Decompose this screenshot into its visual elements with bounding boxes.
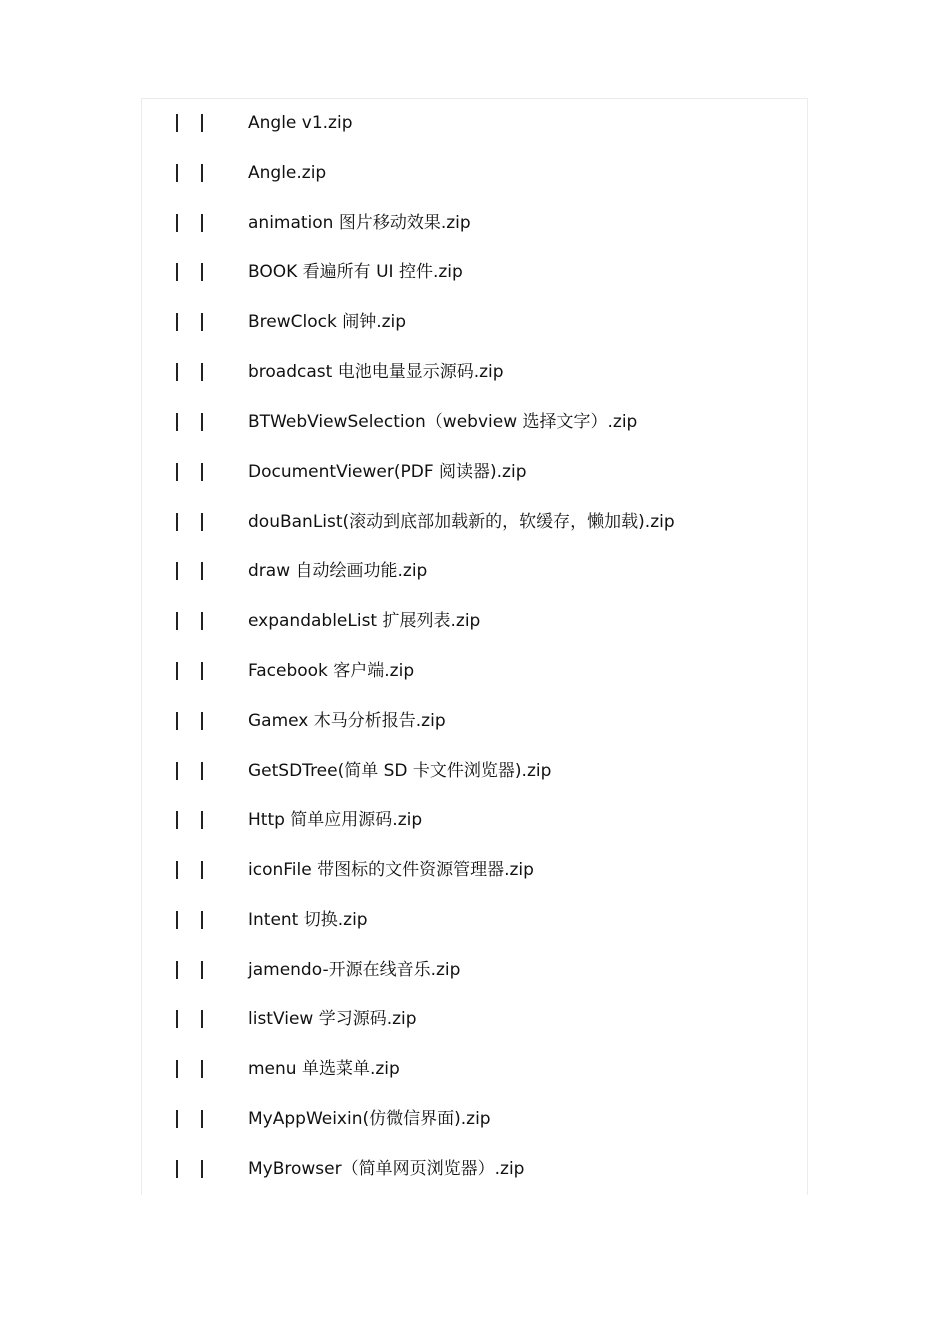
tree-line-icon <box>176 861 178 879</box>
file-name: BTWebViewSelection（webview 选择文字）.zip <box>248 412 638 432</box>
file-row <box>0 211 950 241</box>
file-row <box>0 958 950 988</box>
tree-line-icon <box>201 363 203 381</box>
tree-line-icon <box>201 911 203 929</box>
file-row <box>0 808 950 838</box>
tree-line-icon <box>201 562 203 580</box>
tree-line-icon <box>176 762 178 780</box>
file-name: iconFile 带图标的文件资源管理器.zip <box>248 860 534 880</box>
tree-line-icon <box>201 513 203 531</box>
tree-line-icon <box>176 562 178 580</box>
tree-line-icon <box>201 263 203 281</box>
file-row <box>0 659 950 689</box>
tree-line-icon <box>201 811 203 829</box>
tree-line-icon <box>176 1010 178 1028</box>
tree-line-icon <box>176 712 178 730</box>
tree-line-icon <box>201 114 203 132</box>
tree-line-icon <box>201 762 203 780</box>
file-row <box>0 1107 950 1137</box>
file-name: GetSDTree(简单 SD 卡文件浏览器).zip <box>248 761 552 781</box>
file-row <box>0 1007 950 1037</box>
tree-line-icon <box>176 811 178 829</box>
tree-line-icon <box>201 1110 203 1128</box>
tree-line-icon <box>176 463 178 481</box>
file-name: listView 学习源码.zip <box>248 1009 417 1029</box>
tree-line-icon <box>201 861 203 879</box>
file-row <box>0 161 950 191</box>
file-row <box>0 759 950 789</box>
tree-line-icon <box>201 662 203 680</box>
file-name: menu 单选菜单.zip <box>248 1059 400 1079</box>
file-row <box>0 360 950 390</box>
tree-line-icon <box>176 114 178 132</box>
file-name: jamendo-开源在线音乐.zip <box>248 960 461 980</box>
file-name: Angle.zip <box>248 163 327 183</box>
file-name: Angle v1.zip <box>248 113 353 133</box>
tree-line-icon <box>201 413 203 431</box>
file-row <box>0 1057 950 1087</box>
tree-line-icon <box>176 413 178 431</box>
file-name: animation 图片移动效果.zip <box>248 213 471 233</box>
file-name: draw 自动绘画功能.zip <box>248 561 428 581</box>
file-row <box>0 858 950 888</box>
tree-line-icon <box>176 911 178 929</box>
file-row <box>0 709 950 739</box>
tree-line-icon <box>201 712 203 730</box>
file-name: douBanList(滚动到底部加载新的，软缓存，懒加载).zip <box>248 512 675 532</box>
tree-line-icon <box>201 1060 203 1078</box>
tree-line-icon <box>176 1160 178 1178</box>
file-name: Http 简单应用源码.zip <box>248 810 423 830</box>
tree-line-icon <box>201 1010 203 1028</box>
file-name: broadcast 电池电量显示源码.zip <box>248 362 504 382</box>
tree-line-icon <box>201 612 203 630</box>
file-row <box>0 310 950 340</box>
file-row <box>0 510 950 540</box>
tree-line-icon <box>176 263 178 281</box>
file-name: MyAppWeixin(仿微信界面).zip <box>248 1109 491 1129</box>
tree-line-icon <box>176 214 178 232</box>
tree-line-icon <box>176 363 178 381</box>
file-name: BOOK 看遍所有 UI 控件.zip <box>248 262 463 282</box>
file-name: Facebook 客户端.zip <box>248 661 415 681</box>
file-row <box>0 260 950 290</box>
file-row <box>0 609 950 639</box>
file-row <box>0 410 950 440</box>
tree-line-icon <box>176 313 178 331</box>
tree-line-icon <box>201 313 203 331</box>
tree-line-icon <box>176 961 178 979</box>
tree-line-icon <box>176 513 178 531</box>
tree-line-icon <box>176 612 178 630</box>
file-name: expandableList 扩展列表.zip <box>248 611 481 631</box>
tree-line-icon <box>176 164 178 182</box>
tree-line-icon <box>201 463 203 481</box>
file-row <box>0 460 950 490</box>
tree-line-icon <box>176 1110 178 1128</box>
file-name: Gamex 木马分析报告.zip <box>248 711 446 731</box>
file-row <box>0 1157 950 1187</box>
file-row <box>0 908 950 938</box>
tree-line-icon <box>201 214 203 232</box>
tree-line-icon <box>201 164 203 182</box>
file-name: BrewClock 闹钟.zip <box>248 312 407 332</box>
file-name: MyBrowser（简单网页浏览器）.zip <box>248 1159 525 1179</box>
file-name: Intent 切换.zip <box>248 910 368 930</box>
tree-line-icon <box>201 961 203 979</box>
file-row <box>0 559 950 589</box>
file-row <box>0 111 950 141</box>
tree-line-icon <box>176 662 178 680</box>
tree-line-icon <box>201 1160 203 1178</box>
tree-line-icon <box>176 1060 178 1078</box>
file-name: DocumentViewer(PDF 阅读器).zip <box>248 462 527 482</box>
